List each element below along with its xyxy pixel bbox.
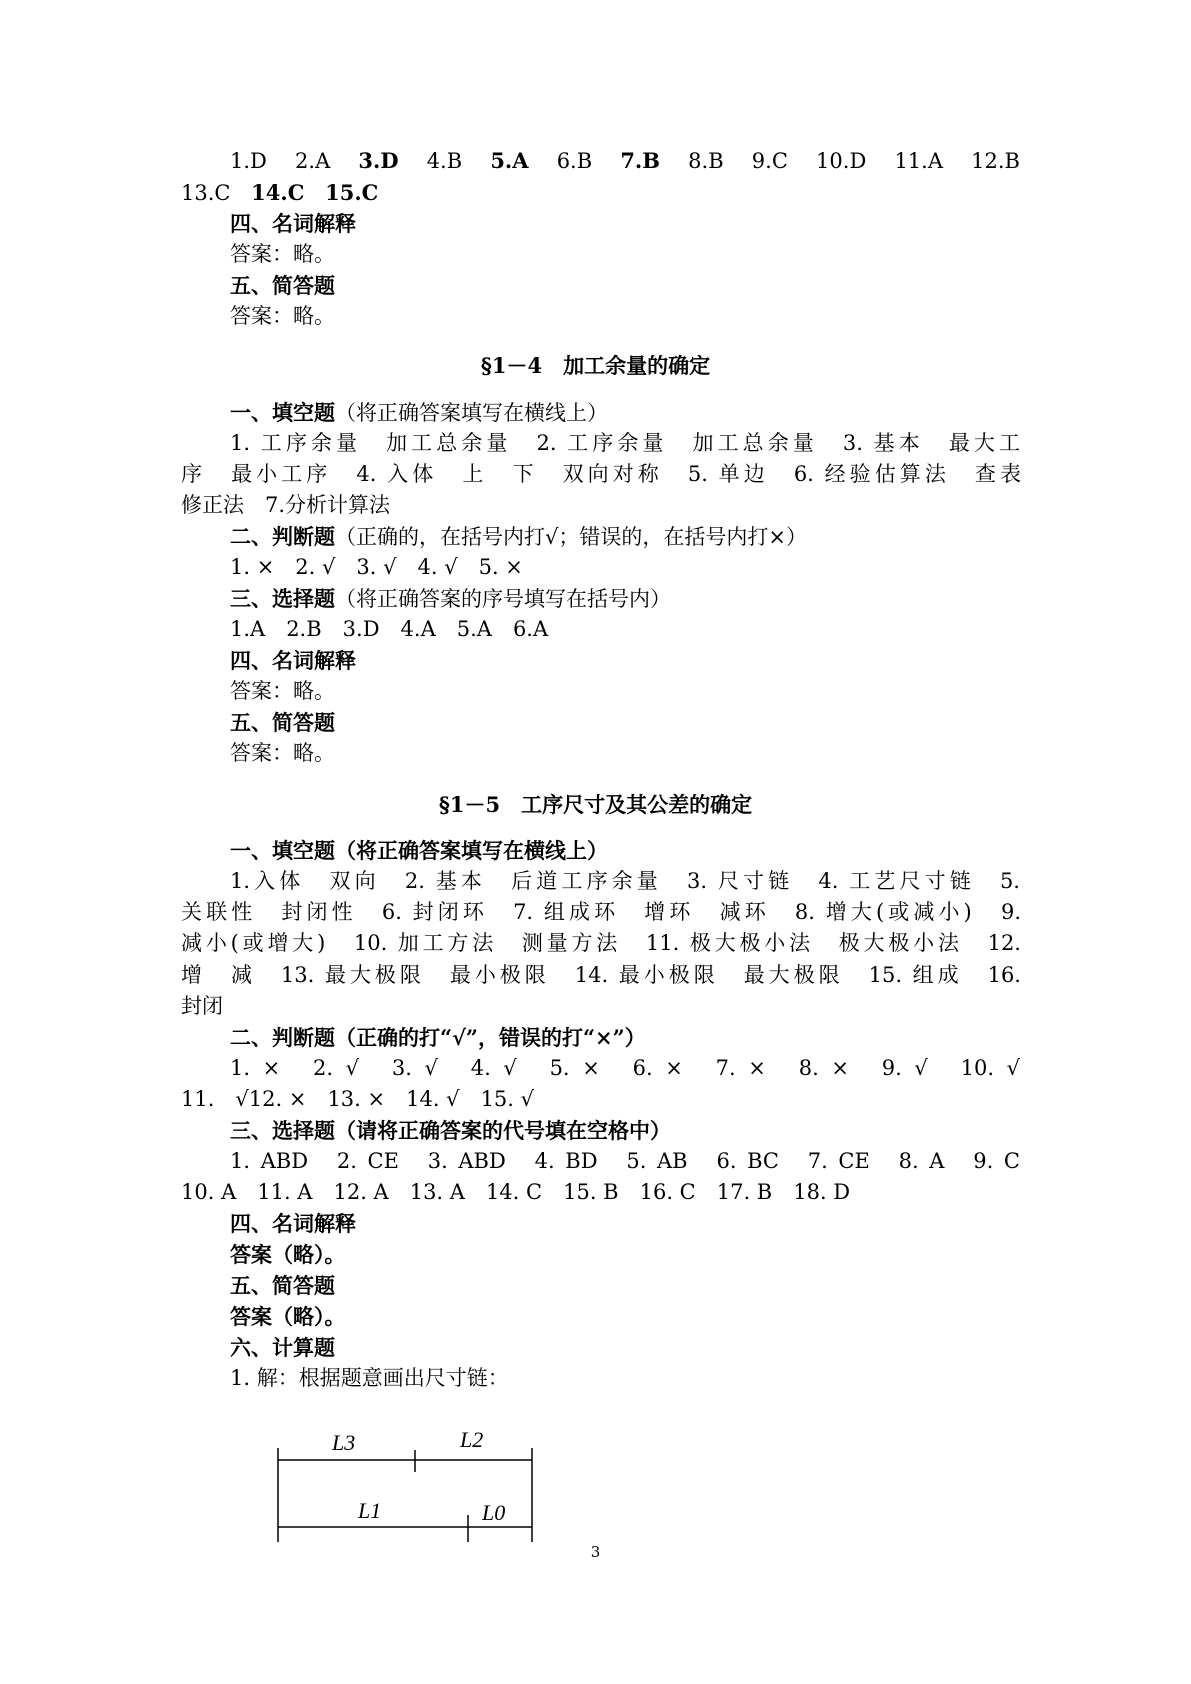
fill-answers-line-2: 序 最小工序 4. 入体 上 下 双向对称 5. 单边 6. 经验估算法 查表 [181,462,1021,486]
label-l2: L2 [460,1427,484,1452]
choice-answer-3: 3.D [358,148,399,173]
choice-answer-12: 12.B [971,149,1020,173]
section-title-1-5: §1－5 工序尺寸及其公差的确定 [438,792,753,817]
heading-fill-blank-label: 一、填空题 [230,400,335,425]
choice-answers-line-2 [181,177,1021,209]
fill-answers-line-1: 1. 工序余量 加工总余量 2. 工序余量 加工总余量 3. 基本 最大工 [230,431,1020,455]
judge-answers-line-1: 1. × 2. √ 3. √ 4. √ 5. × [230,555,523,579]
choice-answer-5: 5.A [490,148,529,173]
heading-fill-blank-note: （将正确答案填写在横线上） [335,401,608,425]
answer-text: 答案（略）。 [230,1304,346,1329]
heading-fill-blank [230,397,1020,429]
heading-choice-note: （将正确答案的序号填写在括号内） [335,587,671,611]
judge-answers-line-2: 11. √12. × 13. × 14. √ 15. √ [181,1087,535,1111]
heading-judge-note: （正确的，在括号内打√；错误的，在括号内打×） [335,525,807,549]
heading-judge [230,521,1020,553]
heading-short-answer: 五、简答题 [230,1273,335,1298]
choice-answer-1: 13.C [181,181,231,205]
choice-answers-line-1: 1. ABD 2. CE 3. ABD 4. BD 5. AB 6. BC 7. CE 8. A 9. C [230,1149,1020,1173]
answer-text: 答案：略。 [230,304,335,328]
fill-answers-line-2: 关联性 封闭性 6. 封闭环 7. 组成环 增环 减环 8. 增大(或减小) 9. [181,900,1021,924]
choice-answers-line-2: 10. A 11. A 12. A 13. A 14. C 15. B 16. C 17. B 18. D [181,1180,851,1204]
fill-answers-line-3: 修正法 7.分析计算法 [181,493,391,517]
calculation-line-1: 1. 解：根据题意画出尺寸链： [230,1366,509,1390]
choice-answer-2: 2.A [295,149,331,173]
label-l1: L1 [358,1498,382,1523]
fill-answers-line-5: 封闭 [181,994,223,1018]
label-l3: L3 [332,1430,356,1455]
choice-answer-11: 11.A [894,149,943,173]
dimension-chain-diagram [270,1420,550,1550]
heading-term-explanation: 四、名词解释 [230,1211,356,1236]
choice-answer-2: 14.C [251,180,305,205]
section-title-1-4: §1－4 加工余量的确定 [480,353,711,378]
heading-short-answer: 五、简答题 [230,273,335,298]
heading-term-explanation: 四、名词解释 [230,648,356,673]
choice-answer-4: 4.B [426,149,463,173]
fill-answers-line-4: 增 减 13. 最大极限 最小极限 14. 最小极限 最大极限 15. 组成 16. [181,963,1021,987]
heading-choice: 三、选择题（请将正确答案的代号填在空格中） [230,1118,671,1143]
heading-calculation: 六、计算题 [230,1335,335,1360]
choice-answers-line-1: 1.A 2.B 3.D 4.A 5.A 6.A [230,617,549,641]
heading-judge-label: 二、判断题 [230,524,335,549]
choice-answer-7: 7.B [620,148,660,173]
choice-answer-8: 8.B [688,149,724,173]
fill-answers-line-3: 减小(或增大) 10. 加工方法 测量方法 11. 极大极小法 极大极小法 12. [181,931,1021,955]
heading-judge: 二、判断题（正确的打“√”，错误的打“×”） [230,1025,646,1050]
choice-answers-line-1 [230,145,1020,177]
heading-term-explanation: 四、名词解释 [230,211,356,236]
answer-text: 答案：略。 [230,242,335,266]
label-l0: L0 [482,1500,506,1525]
choice-answer-3: 15.C [325,180,379,205]
judge-answers-line-1: 1. × 2. √ 3. √ 4. √ 5. × 6. × 7. × 8. × 9. √ 10. √ [230,1056,1020,1080]
heading-choice-label: 三、选择题 [230,586,335,611]
choice-answer-6: 6.B [556,149,593,173]
choice-answer-9: 9.C [751,149,788,173]
heading-choice [230,583,1020,615]
heading-short-answer: 五、简答题 [230,710,335,735]
choice-answer-10: 10.D [816,149,867,173]
answer-text: 答案：略。 [230,741,335,765]
fill-answers-line-1: 1.入体 双向 2. 基本 后道工序余量 3. 尺寸链 4. 工艺尺寸链 5. [230,869,1020,893]
page-number: 3 [590,1543,601,1561]
answer-text: 答案：略。 [230,679,335,703]
choice-answer-1: 1.D [230,149,267,173]
heading-fill-blank: 一、填空题（将正确答案填写在横线上） [230,838,608,863]
answer-text: 答案（略）。 [230,1242,346,1267]
